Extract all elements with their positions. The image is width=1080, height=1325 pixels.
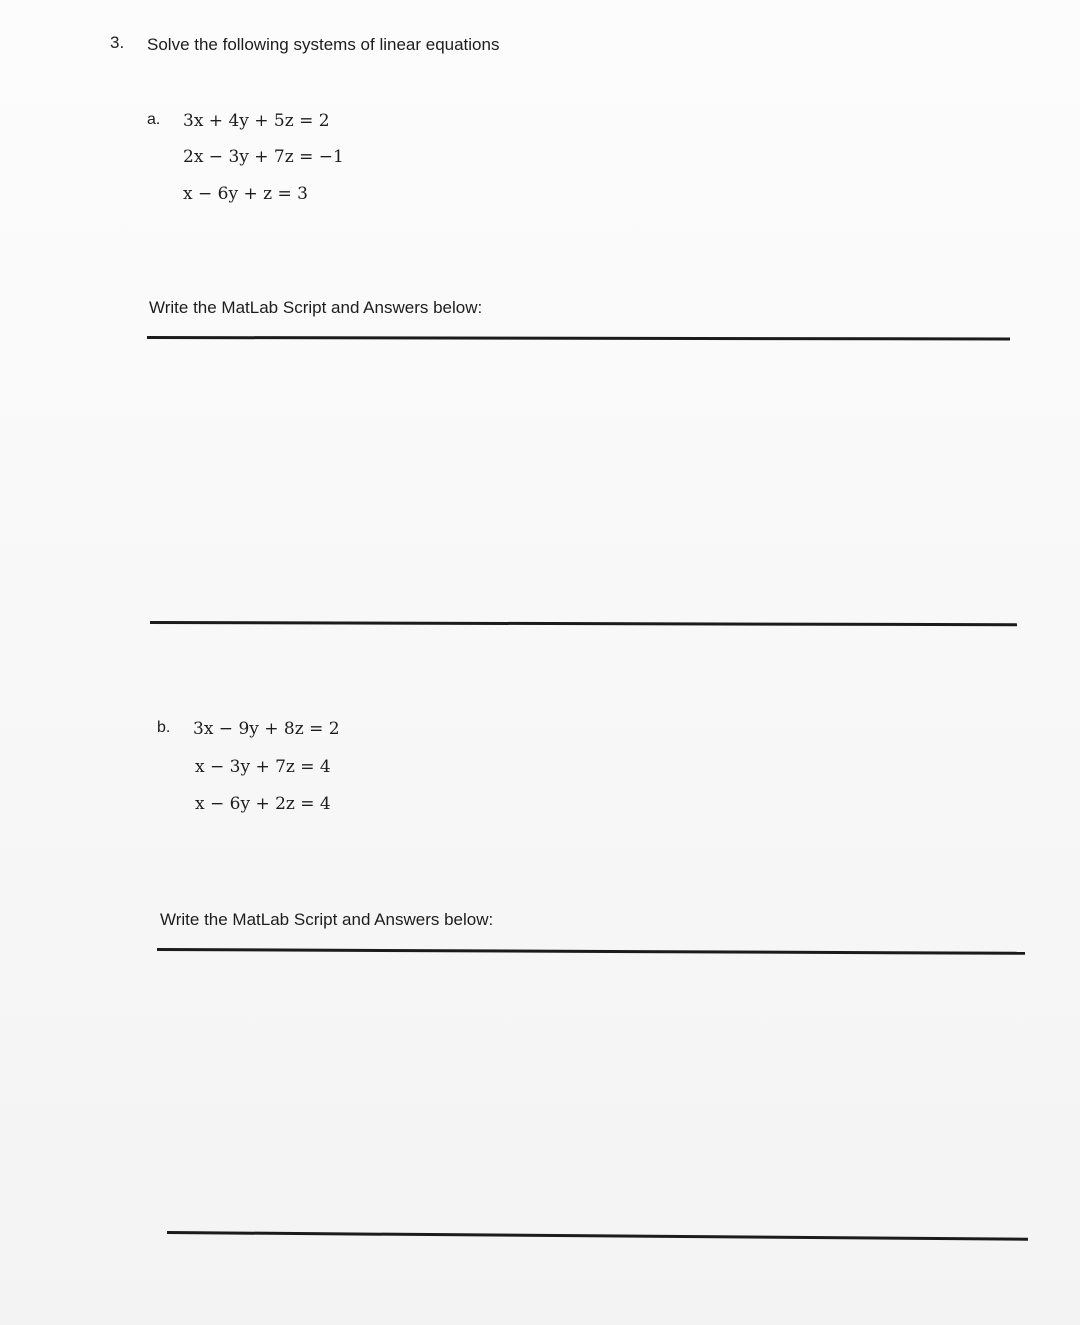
part-b-answer-area-bottom-rule [167, 1231, 1028, 1241]
part-a-top-rule [147, 336, 1010, 341]
part-a-equation-1: 3x + 4y + 5z = 2 [183, 111, 330, 131]
part-b-equation-1: 3x − 9y + 8z = 2 [193, 719, 340, 739]
part-a-equation-2: 2x − 3y + 7z = −1 [183, 147, 344, 167]
part-b-top-rule [157, 948, 1025, 955]
part-b-label: b. [157, 719, 171, 736]
part-a-label: a. [147, 111, 161, 128]
question-number: 3. [110, 33, 125, 52]
question-title: Solve the following systems of linear equations [147, 35, 500, 54]
part-b-instruction: Write the MatLab Script and Answers below: [160, 910, 494, 929]
part-a-equation-3: x − 6y + z = 3 [183, 184, 308, 204]
part-b-equation-3: x − 6y + 2z = 4 [195, 794, 331, 814]
part-b-equation-2: x − 3y + 7z = 4 [195, 757, 331, 777]
part-a-instruction: Write the MatLab Script and Answers below: [149, 298, 483, 317]
part-a-answer-area-bottom-rule [150, 621, 1017, 626]
